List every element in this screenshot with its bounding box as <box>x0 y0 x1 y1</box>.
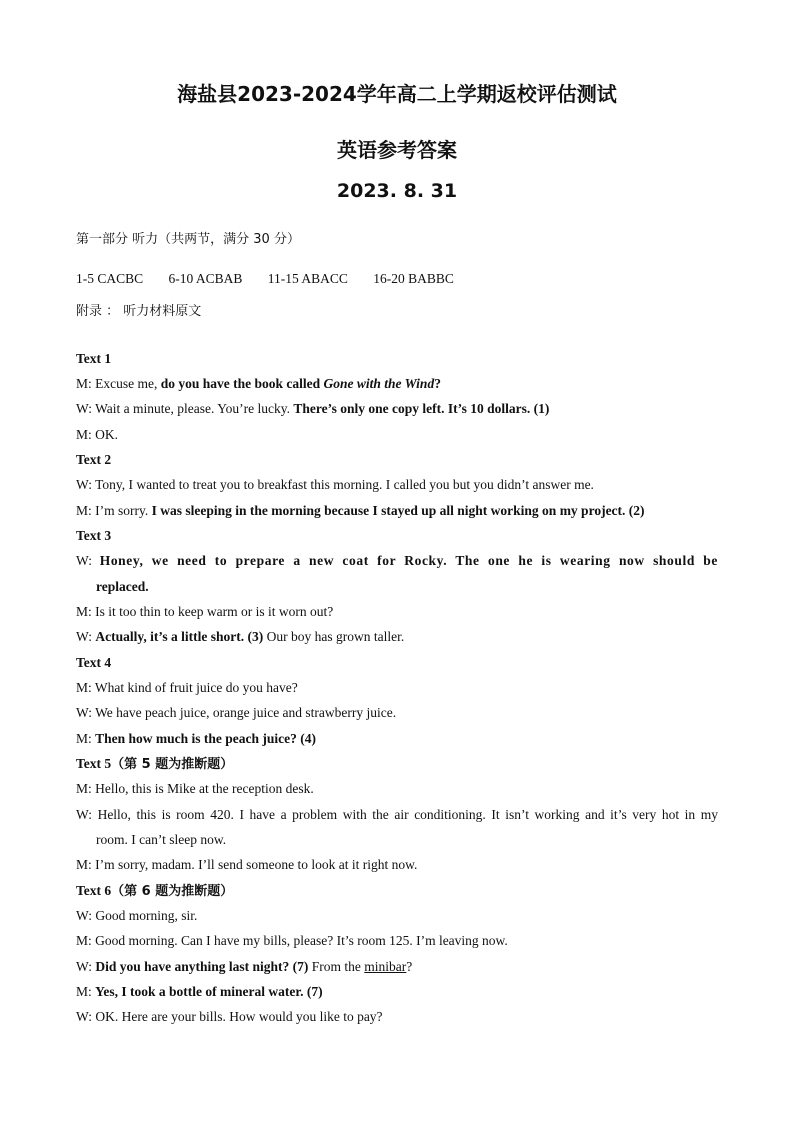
dialogue-text: Excuse me, <box>95 376 161 391</box>
text-label <box>76 881 718 902</box>
exam-title: 海盐县2023-2024学年高二上学期返校评估测试 <box>177 82 617 106</box>
dialogue-line <box>76 501 718 521</box>
dialogue-line <box>76 982 718 1002</box>
dialogue-line: M: I’m sorry, madam. I’ll send someone to look at it right now. <box>76 857 418 872</box>
text-label: Text 3 <box>76 528 112 543</box>
answer-group: 16-20 BABBC <box>373 271 454 286</box>
answer-group: 11-15 ABACC <box>267 271 348 286</box>
key-sentence: Yes, I took a bottle of mineral water. (7) <box>95 984 323 999</box>
text-label: Text 4 <box>76 655 112 670</box>
speaker: W: <box>76 401 96 416</box>
dialogue-text: Our boy has grown taller. <box>263 629 405 644</box>
text-label-title: Text 6 <box>76 883 112 898</box>
text-label-title: Text 5 <box>76 756 112 771</box>
appendix-heading: 附录 ： 听力材料原文 <box>76 304 202 319</box>
key-sentence: Did you have anything last night? (7) <box>95 959 309 974</box>
speaker: M: <box>76 984 96 999</box>
key-sentence: Honey, we need to prepare a new coat for Rocky. The one he is wearing now should be <box>99 553 718 568</box>
key-sentence: There’s only one copy left. It’s 10 dollars. (1) <box>293 401 550 416</box>
dialogue-line: W: Good morning, sir. <box>76 908 198 923</box>
speaker: M: <box>76 731 96 746</box>
speaker: W: <box>76 959 96 974</box>
dialogue-continuation: replaced. <box>96 579 149 594</box>
text-label: Text 1 <box>76 351 112 366</box>
speaker: M: <box>76 376 96 391</box>
dialogue-line: M: Is it too thin to keep warm or is it worn out? <box>76 604 334 619</box>
dialogue-line <box>76 729 718 749</box>
dialogue-line <box>76 374 718 394</box>
key-sentence: I was sleeping in the morning because I stayed up all night working on my project. (2) <box>151 503 645 518</box>
dialogue-line: W: OK. Here are your bills. How would you like to pay? <box>76 1009 383 1024</box>
dialogue-line: M: Good morning. Can I have my bills, please? It’s room 125. I’m leaving now. <box>76 933 508 948</box>
dialogue-line: W: Hello, this is room 420. I have a problem with the air conditioning. It isn’t working and it’s very hot in my <box>76 807 718 822</box>
dialogue-line: W: We have peach juice, orange juice and strawberry juice. <box>76 705 397 720</box>
exam-date: 2023. 8. 31 <box>336 180 458 202</box>
key-sentence: ? <box>434 376 441 391</box>
text-label: Text 2 <box>76 452 112 467</box>
dialogue-line: M: What kind of fruit juice do you have? <box>76 680 298 695</box>
key-sentence: Then how much is the peach juice? (4) <box>95 731 317 746</box>
book-title: Gone with the Wind <box>323 376 435 391</box>
dialogue-line: M: OK. <box>76 427 119 442</box>
underlined-word: minibar <box>364 959 407 974</box>
dialogue-line <box>76 627 718 647</box>
text-label <box>76 754 718 775</box>
dialogue-line <box>76 551 718 571</box>
key-sentence: do you have the book called <box>160 376 324 391</box>
key-sentence: Actually, it’s a little short. (3) <box>95 629 264 644</box>
answer-group: 1-5 CACBC <box>76 271 144 286</box>
speaker: W: <box>76 629 96 644</box>
dialogue-line <box>76 957 718 977</box>
dialogue-text: M: I’m sorry. <box>76 503 152 518</box>
dialogue-text: From the <box>308 959 365 974</box>
text-label-note: （第 5 题为推断题） <box>111 757 234 772</box>
dialogue-continuation: room. I can’t sleep now. <box>96 832 227 847</box>
dialogue-text: Wait a minute, please. You’re lucky. <box>95 401 294 416</box>
section-heading: 第一部分 听力（共两节，满分 30 分） <box>76 232 300 247</box>
answer-list <box>76 269 718 289</box>
dialogue-line <box>76 399 718 419</box>
dialogue-line: W: Tony, I wanted to treat you to breakfast this morning. I called you but you didn’t answer me. <box>76 477 594 492</box>
speaker: W: <box>76 553 100 568</box>
dialogue-text: ? <box>406 959 413 974</box>
text-label-note: （第 6 题为推断题） <box>111 884 234 899</box>
answer-group: 6-10 ACBAB <box>168 271 243 286</box>
exam-subtitle: 英语参考答案 <box>337 138 457 162</box>
dialogue-line: M: Hello, this is Mike at the reception desk. <box>76 781 314 796</box>
